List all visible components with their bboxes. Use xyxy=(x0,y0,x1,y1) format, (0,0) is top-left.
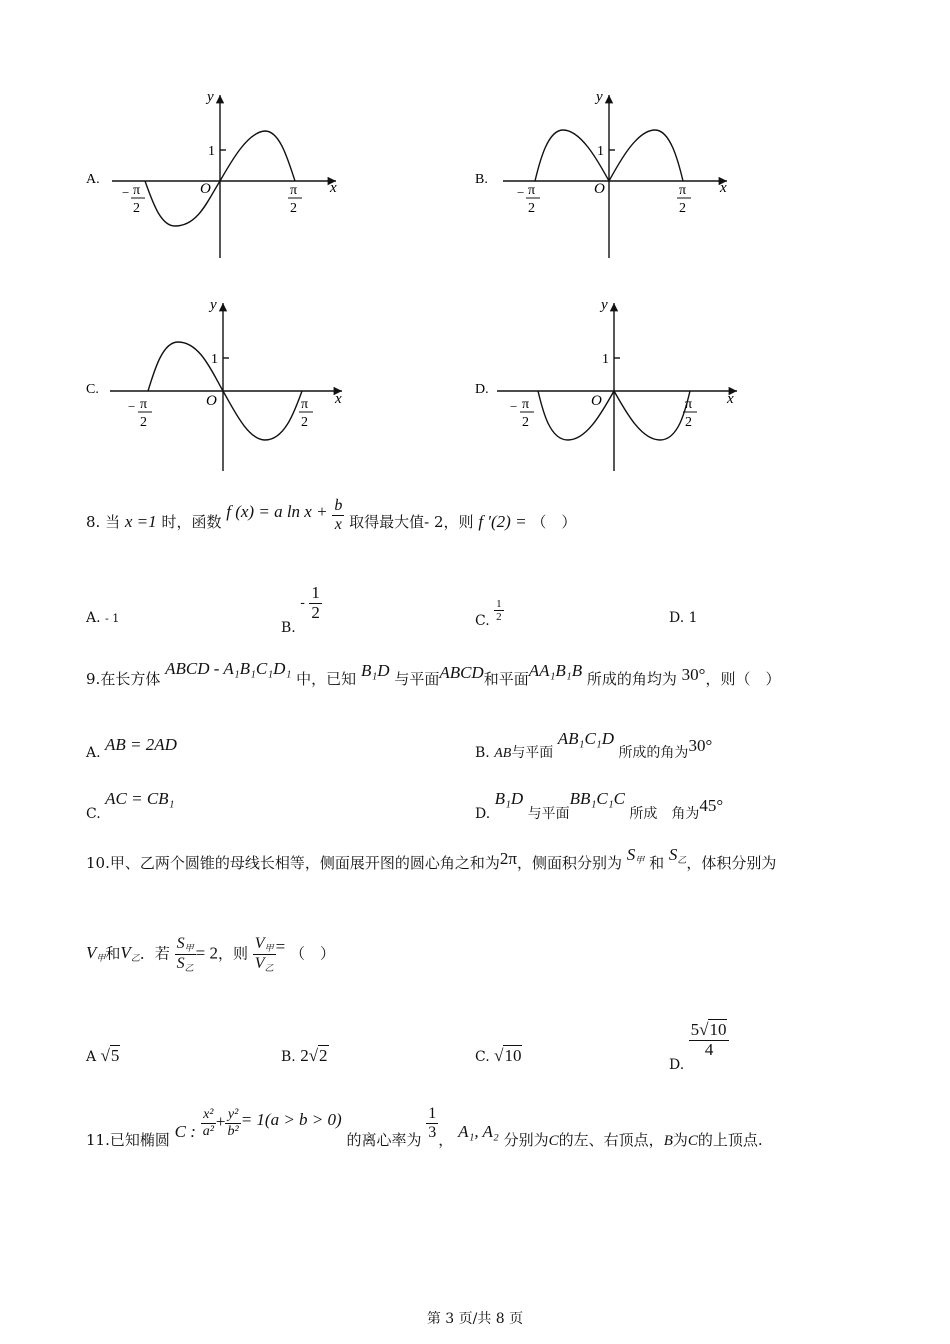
function-graphs xyxy=(0,0,950,490)
svg-text:y: y xyxy=(207,89,214,105)
svg-text:O: O xyxy=(200,181,211,197)
q9-option-b[interactable]: B. AB与平面 AB₁C₁D 所成的角为30° xyxy=(475,729,713,761)
svg-text:2: 2 xyxy=(133,201,140,216)
svg-text:1: 1 xyxy=(208,144,215,159)
q10-option-d[interactable]: D. $\frac{5√10}{4}$ xyxy=(669,1021,729,1059)
svg-text:x: x xyxy=(727,391,734,407)
graph-b-label: B. xyxy=(475,172,488,187)
svg-text:π: π xyxy=(522,397,530,412)
graph-a-label: A. xyxy=(86,172,100,187)
svg-text:π: π xyxy=(685,397,693,412)
q9-option-d[interactable]: D. B₁D 与平面BB₁C₁C 所成 角为45° xyxy=(475,789,724,822)
question-9: 9.在长方体 ABCD - A₁B₁C₁D₁ 中，已知 B₁D 与平面ABCD和平面AA₁B₁B 所成的角均为 30°，则（ ） xyxy=(86,659,781,688)
question-8: 8. 当 x =1 时，函数 f (x) = a ln x + $\frac{b}{x}$ 取得最大值- 2，则 f ′(2) = （ ） xyxy=(86,497,577,533)
q8-option-c[interactable]: C. $\frac{1}{2}$ xyxy=(475,598,502,629)
q8-option-d[interactable]: D. 1 xyxy=(669,610,698,626)
q9-option-a[interactable]: A. AB = 2AD xyxy=(86,735,177,761)
svg-text:π: π xyxy=(528,183,536,198)
svg-text:y: y xyxy=(210,297,217,313)
svg-text:2: 2 xyxy=(290,201,297,216)
svg-text:−: − xyxy=(122,185,130,200)
svg-text:1: 1 xyxy=(211,352,218,367)
q9-option-c[interactable]: C. AC = CB₁ xyxy=(86,789,175,822)
svg-text:y: y xyxy=(601,297,608,313)
svg-text:−: − xyxy=(510,399,518,414)
svg-text:y: y xyxy=(596,89,603,105)
svg-text:2: 2 xyxy=(140,415,147,430)
q8-option-a[interactable]: A. - 1 xyxy=(86,610,120,626)
svg-text:2: 2 xyxy=(301,415,308,430)
q8-option-b[interactable]: B. - $\frac{1}{2}$ xyxy=(281,583,320,637)
svg-text:1: 1 xyxy=(597,144,604,159)
svg-text:π: π xyxy=(679,183,687,198)
graph-d-label: D. xyxy=(475,382,489,397)
q10-option-a[interactable]: A √5 xyxy=(86,1046,120,1065)
svg-text:2: 2 xyxy=(528,201,535,216)
svg-text:−: − xyxy=(128,399,136,414)
q8-number: 8. xyxy=(86,513,101,532)
svg-text:2: 2 xyxy=(685,415,692,430)
svg-text:π: π xyxy=(140,397,148,412)
svg-text:1: 1 xyxy=(602,352,609,367)
svg-text:−: − xyxy=(517,185,525,200)
svg-text:2: 2 xyxy=(522,415,529,430)
svg-text:π: π xyxy=(301,397,309,412)
svg-text:π: π xyxy=(290,183,298,198)
graph-c-label: C. xyxy=(86,382,99,397)
question-10: 10.甲、乙两个圆锥的母线长相等，侧面展开图的圆心角之和为2π，侧面积分别为 $S_甲$ 和 $S_乙$，体积分别为 xyxy=(86,845,777,872)
page-footer: 第 3 页/共 8 页 xyxy=(426,1311,524,1327)
svg-text:x: x xyxy=(330,180,337,196)
svg-text:x: x xyxy=(720,180,727,196)
q10-option-c[interactable]: C. √10 xyxy=(475,1046,522,1065)
svg-text:O: O xyxy=(206,393,217,409)
svg-text:π: π xyxy=(133,183,141,198)
question-11: 11.已知椭圆 C : $\frac{\text{x²}}{\text{a²}}$ + $\frac{\text{y²}}{\text{b²}}$ = 1(a > b > 0) 的离心率为 $\frac{1}{3}$ ， A₁, A₂ 分别为C的左、右顶点，B为C的上顶点. xyxy=(86,1105,763,1150)
svg-text:O: O xyxy=(591,393,602,409)
svg-text:O: O xyxy=(594,181,605,197)
question-10-line2: $V_甲$和$V_乙$．若 $\frac{S_甲}{S_乙}$ = 2，则 $\frac{V_甲}{V_乙}$ = （ ） xyxy=(86,935,335,973)
svg-text:x: x xyxy=(335,391,342,407)
q10-option-b[interactable]: B. 2√2 xyxy=(281,1046,328,1065)
svg-text:2: 2 xyxy=(679,201,686,216)
